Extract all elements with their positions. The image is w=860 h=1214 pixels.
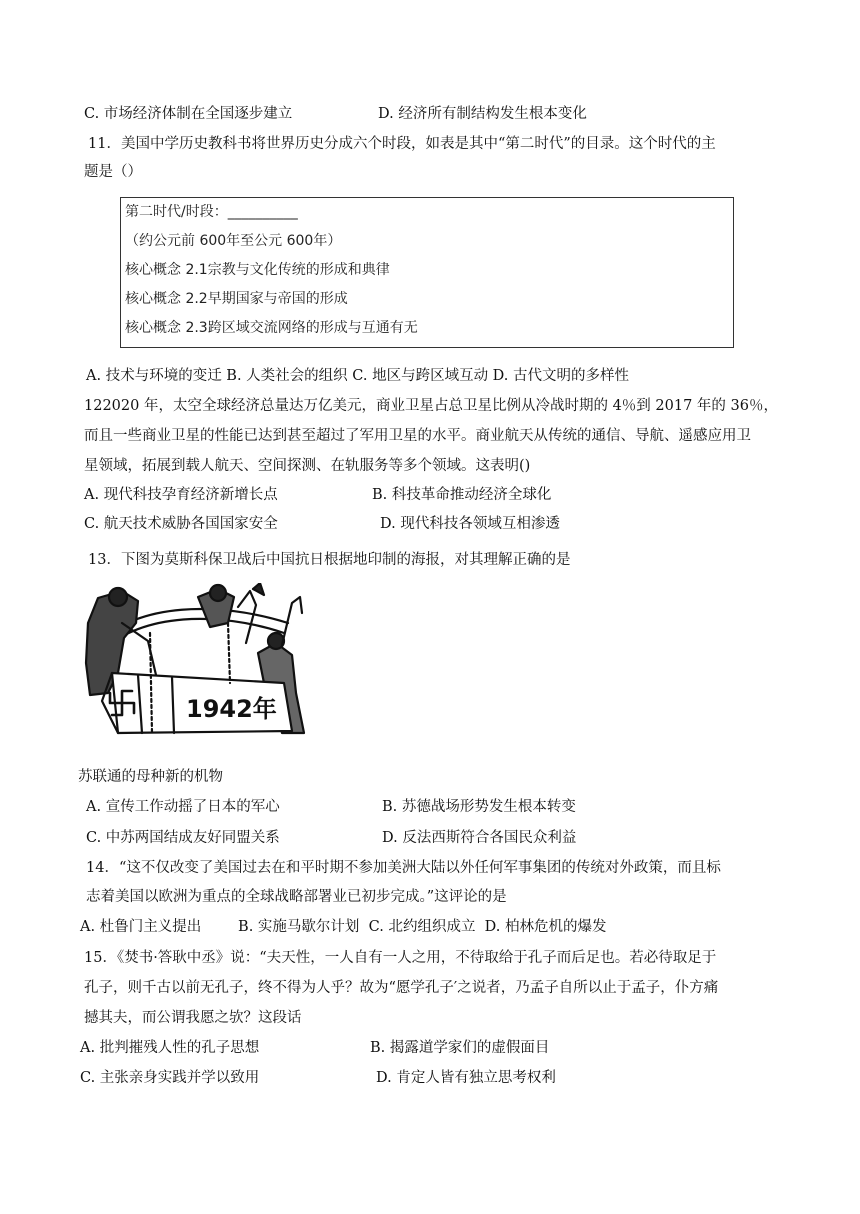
- q15-options-row-2: [0, 1068, 860, 1088]
- q13-option-b: B. 苏德战场形势发生根本转变: [382, 799, 576, 815]
- q13-options-row-2: [0, 828, 860, 848]
- q11-table-row: 核心概念 2.3跨区域交流网络的形成与互通有无: [125, 320, 418, 336]
- q12-stem-line1: 122020 年，太空全球经济总量达万亿美元，商业卫星占总卫星比例从冷战时期的 4％到 2017 年的 36％，: [84, 398, 778, 414]
- q15-stem-line2: 孔子，则千古以前无孔子，终不得为人乎？故为“愿学孔子′之说者，乃孟子自所以止于孟子，仆方痛: [84, 980, 719, 996]
- q11-stem-line1: 11．美国中学历史教科书将世界历史分成六个时段，如表是其中“第二时代”的目录。这个时代的主: [88, 136, 716, 152]
- q13-option-a: A. 宣传工作动摇了日本的军心: [86, 799, 280, 815]
- q12-option-b: B. 科技革命推动经济全球化: [372, 487, 552, 503]
- q14-options: A. 杜鲁门主义提出 B. 实施马歇尔计划 C. 北约组织成立 D. 柏林危机的爆发: [80, 919, 607, 935]
- q11-table-row: 第二时代/时段：__________: [125, 204, 298, 220]
- q13-options-row-1: [0, 797, 860, 817]
- poster-illustration: [78, 583, 310, 741]
- q13-stem: 13．下图为莫斯科保卫战后中国抗日根据地印制的海报，对其理解正确的是: [88, 552, 571, 568]
- q15-stem-line3: 撼其夫，而公谓我愿之欤？这段话: [84, 1010, 302, 1026]
- q15-option-a: A. 批判摧残人性的孔子思想: [80, 1040, 260, 1056]
- poster-year-text: 1942年: [186, 695, 277, 723]
- q15-option-d: D. 肯定人皆有独立思考权利: [376, 1070, 556, 1086]
- q12-option-a: A. 现代科技孕育经济新增长点: [84, 487, 278, 503]
- q12-option-c: C. 航天技术威胁各国国家安全: [84, 516, 278, 532]
- q15-stem-line1: 15．《焚书·答耿中丞》说：“夫天性，一人自有一人之用，不待取给于孔子而后足也。若必待取足于: [84, 950, 717, 966]
- q10-options-row: [0, 104, 860, 124]
- q11-options: A. 技术与环境的变迁 B. 人类社会的组织 C. 地区与跨区域互动 D. 古代文明的多样性: [86, 368, 630, 384]
- q14-stem-line2: 志着美国以欧洲为重点的全球战略部署业已初步完成。”这评论的是: [86, 889, 507, 905]
- q11-table-row: 核心概念 2.1宗教与文化传统的形成和典律: [125, 262, 390, 278]
- q12-options-row-2: [0, 514, 860, 534]
- q12-stem-line2: 而且一些商业卫星的性能已达到甚至超过了军用卫星的水平。商业航天从传统的通信、导航、遥感应用卫: [84, 428, 751, 444]
- q13-option-c: C. 中苏两国结成友好同盟关系: [86, 830, 280, 846]
- q12-option-d: D. 现代科技各领域互相渗透: [380, 516, 560, 532]
- q11-table: [120, 197, 734, 348]
- q11-table-row: （约公元前 600年至公元 600年）: [125, 233, 342, 249]
- q11-stem-line2: 题是（）: [84, 164, 142, 180]
- q15-option-c: C. 主张亲身实践并学以致用: [80, 1070, 260, 1086]
- q13-option-d: D. 反法西斯符合各国民众利益: [382, 830, 577, 846]
- q15-options-row-1: [0, 1038, 860, 1058]
- q12-options-row-1: [0, 485, 860, 505]
- q13-caption: 苏联通的母种新的机物: [78, 769, 223, 785]
- q14-stem-line1: 14．“这不仅改变了美国过去在和平时期不参加美洲大陆以外任何军事集团的传统对外政策，而且标: [86, 860, 721, 876]
- q10-option-d: D. 经济所有制结构发生根本变化: [378, 106, 587, 122]
- q15-option-b: B. 揭露道学家们的虚假面目: [370, 1040, 550, 1056]
- q12-stem-line3: 星领域，拓展到载人航天、空间探测、在轨服务等多个领域。这表明(): [84, 458, 531, 474]
- q10-option-c: C. 市场经济体制在全国逐步建立: [84, 106, 293, 122]
- q11-table-row: 核心概念 2.2早期国家与帝国的形成: [125, 291, 348, 307]
